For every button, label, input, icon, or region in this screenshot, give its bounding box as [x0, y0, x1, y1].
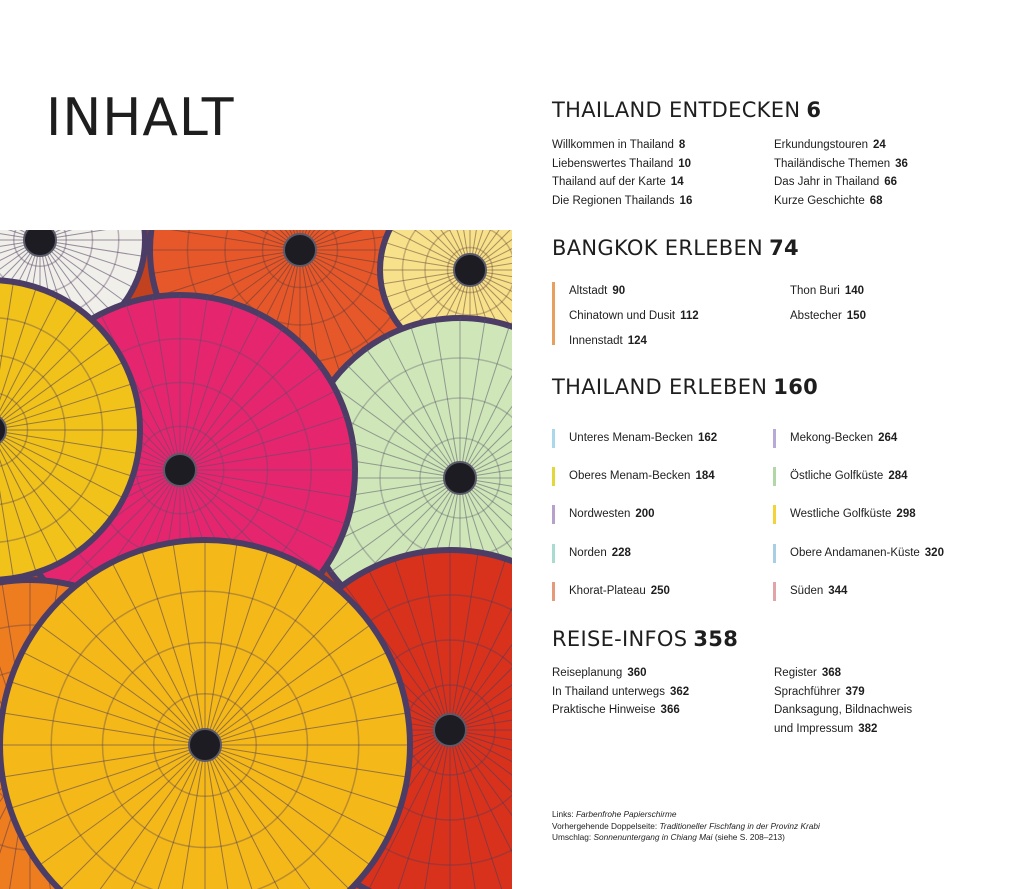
region-color-bar	[552, 505, 555, 524]
toc-entry[interactable]	[552, 683, 689, 702]
region-label: Nordwesten	[569, 508, 631, 521]
toc-entry-page: 382	[858, 723, 878, 736]
bangkok-color-bar	[552, 282, 555, 345]
toc-entry[interactable]	[774, 136, 908, 155]
page-title: INHALT	[46, 88, 235, 148]
region-label: Mekong-Becken	[790, 432, 874, 444]
toc-entry[interactable]	[552, 664, 689, 683]
region-label: Oberes Menam-Becken	[569, 470, 691, 483]
caption-text: Traditioneller Fischfang in der Provinz Krabi	[659, 820, 820, 831]
region-label: Obere Andamanen-Küste	[790, 546, 920, 559]
region-page: 284	[888, 470, 908, 483]
toc-entry-page: 90	[612, 285, 626, 297]
toc-entry-label: Liebenswertes Thailand	[552, 157, 674, 170]
toc-entry-page: 14	[670, 176, 684, 189]
toc-entry-page: 36	[895, 157, 908, 170]
region-page: 228	[611, 546, 631, 559]
toc-entry-page: 124	[627, 335, 647, 347]
region-page: 320	[924, 546, 944, 559]
region-label: Westliche Golfküste	[790, 508, 892, 521]
region-color-bar	[773, 505, 776, 524]
image-captions	[552, 809, 820, 844]
toc-entry-label: Kurze Geschichte	[774, 195, 865, 208]
toc-entry-label: Das Jahr in Thailand	[774, 176, 880, 189]
toc-entry[interactable]	[774, 173, 908, 192]
region-entry[interactable]	[773, 432, 944, 470]
region-page: 250	[650, 584, 670, 597]
umbrella-illustration	[0, 230, 512, 889]
toc-entry-label: Innenstadt	[569, 335, 623, 347]
caption-line	[552, 832, 820, 844]
toc-entry[interactable]	[552, 155, 692, 174]
toc-entry[interactable]	[774, 664, 912, 683]
toc-entry[interactable]	[790, 279, 866, 304]
toc-entry[interactable]	[774, 155, 908, 174]
section-title-bangkok: BANGKOK ERLEBEN 74	[552, 236, 799, 260]
toc-entry-label: Erkundungstouren	[774, 139, 868, 151]
region-label: Unteres Menam-Becken	[569, 432, 693, 444]
region-color-bar	[552, 544, 555, 563]
toc-entry[interactable]	[569, 304, 699, 329]
region-page: 298	[896, 508, 916, 521]
thailand-list-right	[773, 432, 944, 623]
toc-entry-page: 140	[844, 285, 865, 297]
toc-entry-label: Register	[774, 667, 817, 679]
toc-entry-page: 360	[627, 667, 647, 679]
section-title-reise: REISE-INFOS 358	[552, 627, 739, 651]
caption-text: Farbenfrohe Papierschirme	[575, 809, 677, 819]
toc-entry-page: 368	[821, 667, 842, 679]
toc-entry-label: Reiseplanung	[552, 667, 623, 679]
thailand-list-left	[552, 432, 717, 623]
toc-entry-page: 8	[678, 139, 686, 151]
reise-list-right	[774, 664, 912, 739]
entdecken-list-right	[774, 136, 908, 211]
toc-entry[interactable]	[569, 329, 699, 354]
toc-entry[interactable]	[774, 701, 912, 720]
umbrella-photo	[0, 230, 512, 889]
toc-entry[interactable]	[774, 192, 908, 211]
toc-entry-page: 379	[845, 685, 865, 698]
toc-entry[interactable]	[552, 136, 692, 155]
caption-text: Sonnenuntergang in Chiang Mai	[593, 832, 713, 842]
toc-entry[interactable]	[552, 192, 692, 211]
toc-entry[interactable]	[552, 173, 692, 192]
entdecken-list-left	[552, 136, 692, 211]
region-entry[interactable]	[552, 470, 717, 508]
caption-suffix: (siehe S. 208–213)	[712, 832, 785, 842]
region-color-bar	[773, 467, 776, 486]
toc-entry[interactable]	[790, 304, 866, 329]
caption-prefix: Vorhergehende Doppelseite:	[552, 820, 660, 831]
region-page: 264	[878, 432, 898, 444]
region-color-bar	[773, 429, 776, 448]
region-label: Khorat-Plateau	[569, 584, 646, 597]
toc-entry-page: 112	[680, 310, 699, 322]
toc-entry-page: 16	[679, 195, 693, 208]
toc-entry-label: Danksagung, Bildnachweis	[774, 704, 913, 717]
toc-entry-label: Die Regionen Thailands	[552, 195, 675, 208]
toc-entry[interactable]	[552, 701, 689, 720]
toc-entry[interactable]	[569, 279, 699, 304]
toc-entry-label: und Impressum	[774, 723, 854, 736]
toc-entry-label: Abstecher	[790, 310, 842, 322]
region-page: 200	[635, 508, 655, 521]
region-entry[interactable]	[552, 432, 717, 470]
toc-entry-label: Thailändische Themen	[774, 157, 891, 170]
region-entry[interactable]	[773, 508, 944, 546]
section-title-thailand: THAILAND ERLEBEN 160	[552, 375, 819, 399]
toc-entry-page: 150	[846, 310, 866, 322]
bangkok-list-left	[569, 279, 699, 354]
region-page: 162	[698, 432, 718, 444]
region-label: Östliche Golfküste	[790, 470, 884, 483]
toc-entry-page: 66	[884, 176, 898, 189]
region-page: 184	[695, 470, 715, 483]
bangkok-list-right	[790, 279, 866, 329]
toc-entry-page: 68	[869, 195, 883, 208]
region-label: Norden	[569, 546, 607, 559]
toc-entry[interactable]	[774, 720, 912, 739]
toc-entry-page: 362	[669, 685, 690, 698]
toc-entry-label: Willkommen in Thailand	[552, 139, 674, 151]
region-entry[interactable]	[552, 508, 717, 546]
toc-entry-label: Praktische Hinweise	[552, 704, 656, 717]
toc-entry-label: Sprachführer	[774, 685, 841, 698]
toc-entry-label: Thon Buri	[790, 285, 840, 297]
toc-entry-page: 10	[678, 157, 692, 170]
toc-entry-label: Chinatown und Dusit	[569, 310, 676, 322]
region-page: 344	[828, 584, 848, 597]
region-color-bar	[552, 429, 555, 448]
region-entry[interactable]	[552, 547, 717, 585]
region-color-bar	[552, 582, 555, 601]
caption-line	[552, 821, 820, 833]
region-color-bar	[773, 544, 776, 563]
region-color-bar	[552, 467, 555, 486]
region-entry[interactable]	[773, 470, 944, 508]
section-title-entdecken: THAILAND ENTDECKEN 6	[552, 98, 822, 122]
toc-entry-label: In Thailand unterwegs	[552, 685, 665, 698]
caption-prefix: Umschlag:	[552, 832, 594, 842]
caption-line	[552, 809, 820, 821]
toc-entry-page: 24	[872, 139, 886, 151]
region-entry[interactable]	[773, 547, 944, 585]
toc-entry-label: Altstadt	[569, 285, 608, 297]
region-label: Süden	[790, 584, 824, 597]
caption-prefix: Links:	[552, 809, 576, 819]
region-entry[interactable]	[773, 585, 944, 623]
reise-list-left	[552, 664, 689, 720]
toc-entry[interactable]	[774, 683, 912, 702]
region-color-bar	[773, 582, 776, 601]
region-entry[interactable]	[552, 585, 717, 623]
toc-entry-label: Thailand auf der Karte	[552, 176, 666, 189]
toc-entry-page: 366	[660, 704, 680, 717]
